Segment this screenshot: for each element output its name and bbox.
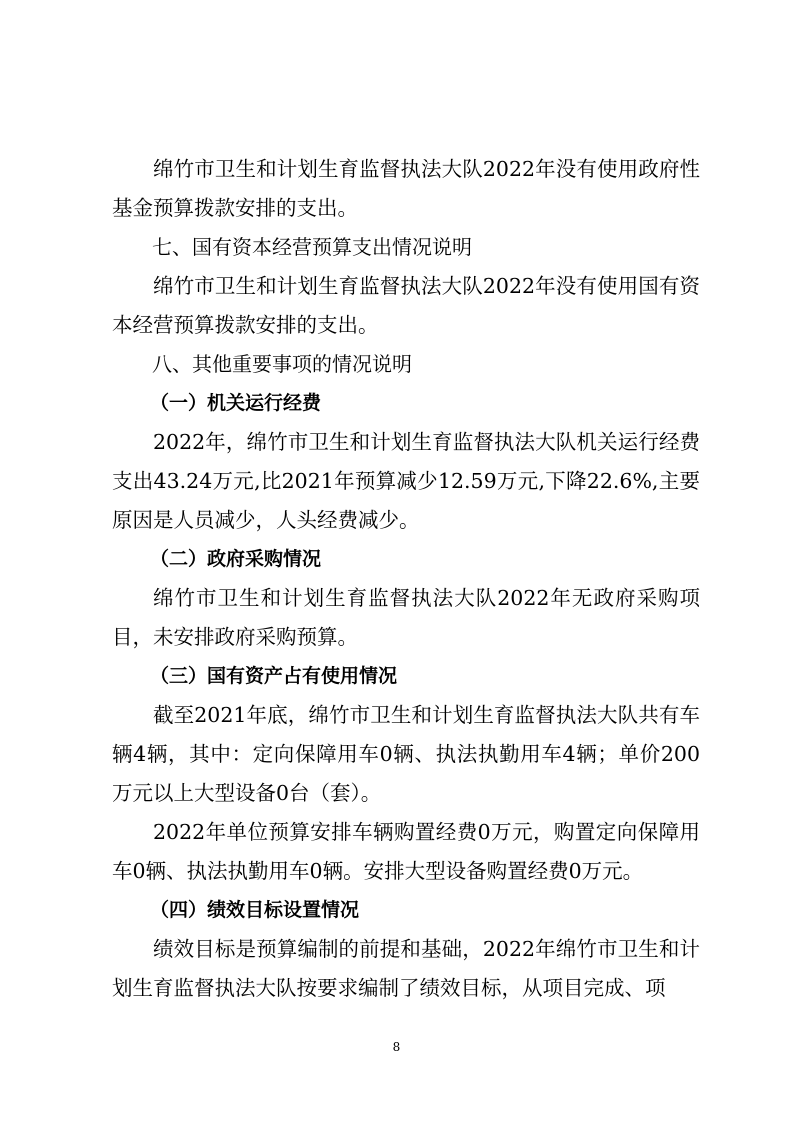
subheading-performance-goals: （四）绩效目标设置情况 bbox=[150, 899, 360, 921]
subheading-procurement: （二）政府采购情况 bbox=[150, 548, 322, 570]
paragraph-vehicle-budget: 2022年单位预算安排车辆购置经费0万元，购置定向保障用车0辆、执法执勤用车0辆。安排大型设备购置经费0万元。 bbox=[112, 820, 700, 883]
paragraph-operating-costs: 2022年，绵竹市卫生和计划生育监督执法大队机关运行经费支出43.24万元,比2021年预算减少12.59万元,下降22.6%,主要原因是人员减少，人头经费减少。 bbox=[112, 430, 700, 532]
paragraph-state-capital: 绵竹市卫生和计划生育监督执法大队2022年没有使用国有资本经营预算拨款安排的支出。 bbox=[112, 274, 700, 337]
heading-other-matters: 八、其他重要事项的情况说明 bbox=[152, 352, 412, 376]
subheading-operating-costs: （一）机关运行经费 bbox=[150, 392, 322, 414]
paragraph-fund-budget: 绵竹市卫生和计划生育监督执法大队2022年没有使用政府性基金预算拨款安排的支出。 bbox=[112, 157, 700, 220]
heading-state-capital: 七、国有资本经营预算支出情况说明 bbox=[152, 235, 472, 259]
paragraph-performance-goals: 绩效目标是预算编制的前提和基础，2022年绵竹市卫生和计划生育监督执法大队按要求编制了绩效目标，从项目完成、项 bbox=[112, 937, 700, 1000]
paragraph-procurement: 绵竹市卫生和计划生育监督执法大队2022年无政府采购项目，未安排政府采购预算。 bbox=[112, 586, 700, 649]
page-number: 8 bbox=[392, 1040, 401, 1054]
subheading-state-assets: （三）国有资产占有使用情况 bbox=[150, 665, 398, 687]
paragraph-state-assets: 截至2021年底，绵竹市卫生和计划生育监督执法大队共有车辆4辆，其中：定向保障用车0辆、执法执勤用车4辆；单价200万元以上大型设备0台（套）。 bbox=[112, 703, 700, 805]
